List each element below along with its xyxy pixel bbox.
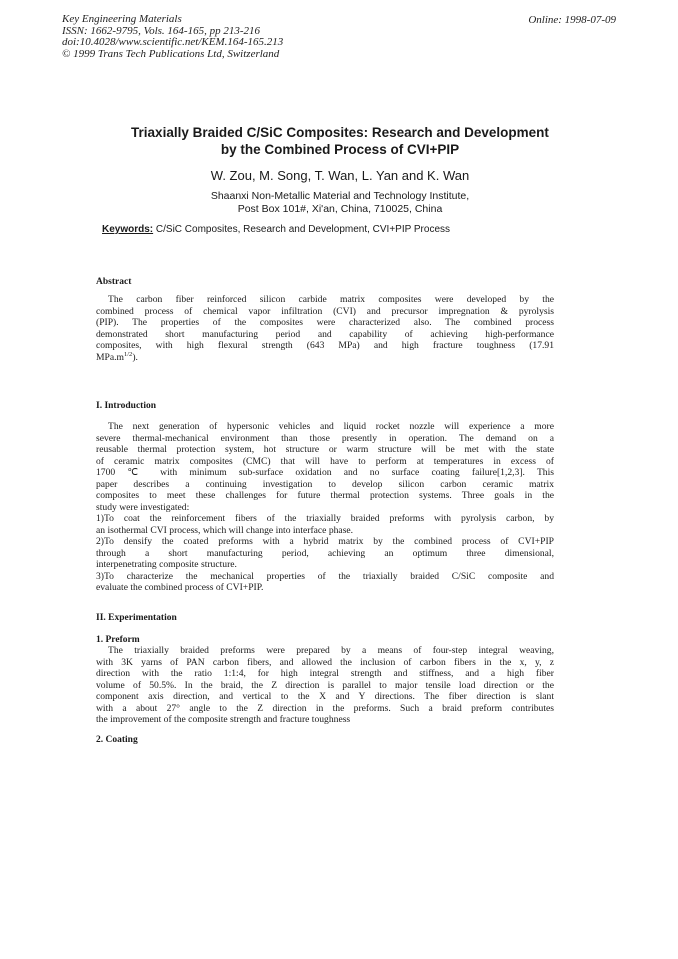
experimentation-heading: II. Experimentation (96, 613, 177, 623)
affiliation-line-1: Shaanxi Non-Metallic Material and Technology Institute, (210, 190, 470, 202)
abstract-line: (PIP). The properties of the composites were characterized also. The combined process (96, 317, 554, 328)
introduction-body (96, 421, 554, 594)
keywords-label: Keywords: (102, 224, 154, 235)
intro-line: evaluate the combined process of CVI+PIP. (96, 582, 264, 593)
abstract-last-line (96, 352, 554, 364)
title-line-1: Triaxially Braided C/SiC Composites: Research and Development (131, 125, 549, 140)
intro-line: reusable thermal protection system, hot structure or warm structure will be met with the state (96, 444, 554, 455)
abstract-line: composites, with high flexural strength (643 MPa) and high fracture toughness (17.91 (96, 340, 554, 351)
introduction-heading: I. Introduction (96, 401, 157, 411)
coating-heading: 2. Coating (96, 735, 138, 745)
issn-line: ISSN: 1662-9795, Vols. 164-165, pp 213-216 (62, 24, 260, 37)
online-date: Online: 1998-07-09 (528, 14, 616, 26)
preform-line: The triaxially braided preforms were prepared by a means of four-step integral weaving, (108, 645, 554, 656)
abstract-end: ). (132, 351, 138, 363)
copyright-line: © 1999 Trans Tech Publications Ltd, Switzerland (62, 47, 280, 60)
preform-line: component axis direction, and vertical to the X and Y directions. The fiber direction is slant (96, 691, 554, 702)
intro-line: severe thermal-mechanical environment than those presently in operation. The demand on a (96, 432, 554, 444)
abstract-heading: Abstract (96, 277, 132, 287)
intro-line: 2)To densify the coated preforms with a hybrid matrix by the combined process of CVI+PIP (96, 536, 554, 547)
keywords-text: C/SiC Composites, Research and Development, CVI+PIP Process (153, 224, 451, 235)
intro-line: an isothermal CVI process, which will change into interface phase. (96, 524, 354, 536)
intro-line: composites to meet these challenges for future thermal protection systems. Three goals in the (96, 490, 554, 501)
intro-line: paper describes a continuing investigation to develop silicon carbon ceramic matrix (96, 478, 554, 490)
intro-line: study were investigated: (96, 501, 190, 513)
authors: W. Zou, M. Song, T. Wan, L. Yan and K. Wan (210, 168, 470, 183)
intro-line: 1700 ℃ with minimum sub-surface oxidation and no surface coating failure[1,2,3]. This (96, 467, 554, 478)
preform-line: direction with the ratio 1:1:4, for high integral strength and stiffness, and a high fiber (96, 668, 554, 679)
preform-line: with 3K yarns of PAN carbon fibers, and allowed the inclusion of carbon fibers in the x, y, z (96, 656, 554, 668)
keywords (102, 224, 450, 235)
preform-line: with a about 27° angle to the Z direction in the preforms. Such a braid preform contributes (96, 702, 554, 714)
abstract-line: The carbon fiber reinforced silicon carbide matrix composites were developed by the (108, 294, 554, 305)
preform-body (96, 645, 554, 726)
abstract-line: combined process of chemical vapor infiltration (CVI) and precursor impregnation & pyrolysis (96, 305, 554, 317)
intro-line: 3)To characterize the mechanical properties of the triaxially braided C/SiC composite and (96, 570, 554, 582)
abstract-line: demonstrated short manufacturing period and capability of achieving high-performance (96, 328, 554, 340)
intro-line: through a short manufacturing period, achieving an optimum three dimensional, (96, 547, 554, 559)
title-line-2: by the Combined Process of CVI+PIP (220, 142, 460, 157)
journal-header (62, 14, 283, 60)
abstract-unit-exponent: 1/2 (124, 350, 133, 358)
preform-heading: 1. Preform (96, 635, 140, 645)
abstract-body (96, 294, 554, 363)
paper-title (100, 124, 580, 158)
abstract-unit: MPa.m (96, 351, 124, 363)
intro-line: of ceramic matrix composites (CMC) that will have to perform at temperatures in excess of (96, 455, 554, 467)
affiliation (100, 190, 580, 216)
doi-line: doi:10.4028/www.scientific.net/KEM.164-165.213 (62, 36, 284, 48)
preform-line: volume of 50.5%. In the braid, the Z direction is parallel to major tensile load direction or the (96, 679, 554, 691)
intro-line: interpenetrating composite structure. (96, 559, 237, 570)
intro-line: 1)To coat the reinforcement fibers of the triaxially braided preforms with pyrolysis carbon, by (96, 513, 554, 524)
affiliation-line-2: Post Box 101#, Xi'an, China, 710025, China (237, 203, 443, 215)
intro-line: The next generation of hypersonic vehicles and liquid rocket nozzle will experience a more (108, 421, 554, 432)
journal-name: Key Engineering Materials (62, 13, 182, 25)
preform-line: the improvement of the composite strength and fracture toughness (96, 714, 351, 725)
